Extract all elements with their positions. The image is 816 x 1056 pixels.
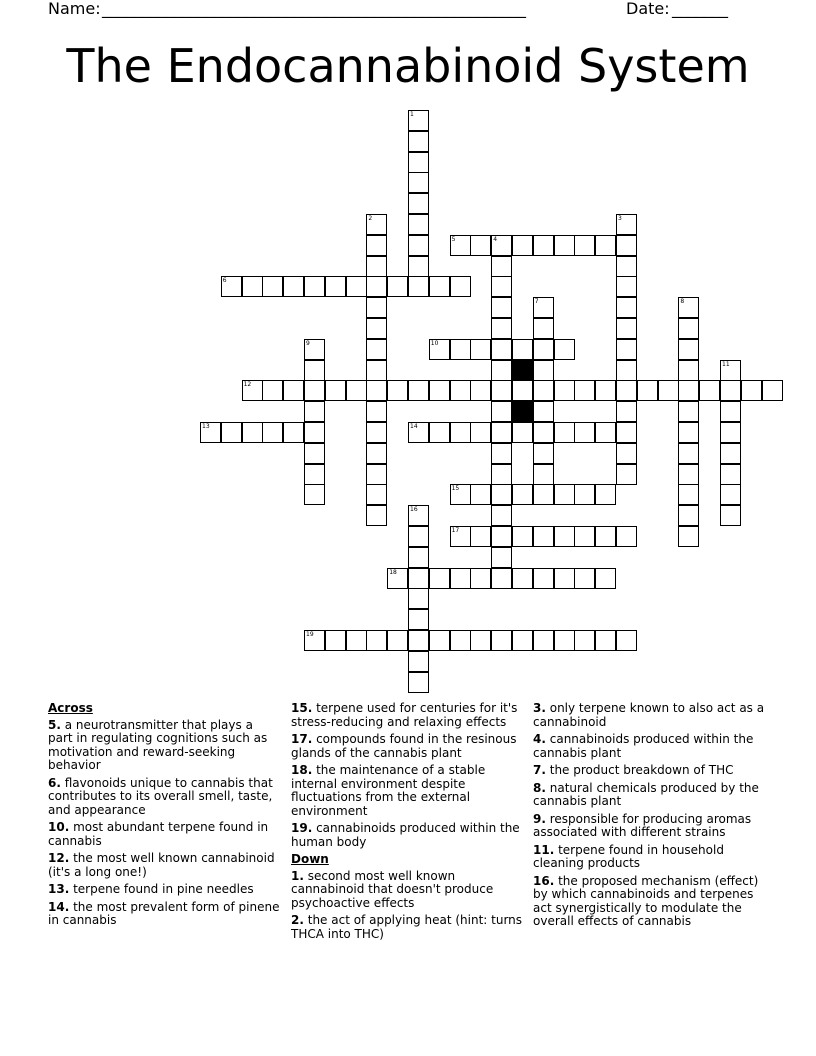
clue-number: 3. [533,701,546,715]
clue-item [291,914,527,941]
crossword-cell[interactable] [491,276,512,297]
crossword-cell[interactable] [408,172,429,193]
crossword-cell[interactable] [408,276,429,297]
crossword-cell[interactable] [574,630,595,651]
crossword-cell[interactable] [616,526,637,547]
crossword-cell[interactable] [450,422,471,443]
clue-item [48,901,280,928]
crossword-cell[interactable] [429,568,450,589]
crossword-cell[interactable] [450,484,471,505]
crossword-cell[interactable] [387,380,408,401]
clue-number: 14. [48,899,70,914]
clue-text: the product breakdown of THC [545,763,734,777]
crossword-cell[interactable] [574,380,595,401]
clue-text: the most prevalent form of pinene in cannabis [48,899,280,927]
clue-item [48,821,280,848]
clue-item [291,702,527,729]
crossword-cell[interactable] [533,318,554,339]
crossword-cell[interactable] [616,318,637,339]
crossword-cell[interactable] [491,422,512,443]
crossword-cell[interactable] [470,568,491,589]
clue-number-label: 11 [722,360,730,368]
crossword-cell[interactable] [387,568,408,589]
crossword-cell[interactable] [678,443,699,464]
clue-number-label: 10 [430,339,439,347]
crossword-cell[interactable] [762,380,783,401]
crossword-cell[interactable] [512,339,533,360]
down-clue-list [291,870,527,942]
clue-text: flavonoids unique to cannabis that contributes to its overall smell, taste, and appearance [48,775,273,817]
crossword-cell[interactable] [533,630,554,651]
crossword-cell[interactable] [408,131,429,152]
crossword-cell[interactable] [429,339,450,360]
clue-number-label: 4 [493,235,498,243]
crossword-cell[interactable] [595,526,616,547]
crossword-cell[interactable] [678,464,699,485]
crossword-cell[interactable] [533,339,554,360]
crossword-cell[interactable] [429,380,450,401]
crossword-cell[interactable] [221,422,242,443]
crossword-cell[interactable] [408,651,429,672]
clue-number: 2. [291,913,304,927]
clue-text: cannabinoids produced within the cannabis plant [533,732,754,760]
crossword-cell[interactable] [387,630,408,651]
clues-column-3 [533,702,769,933]
down-clue-list-continued [533,702,769,929]
crossword-cell[interactable] [470,526,491,547]
crossword-cell[interactable] [491,256,512,277]
crossword-cell[interactable] [720,484,741,505]
across-clue-list [48,719,280,928]
crossword-cell[interactable] [408,193,429,214]
crossword-cell[interactable] [554,630,575,651]
clue-number-label: 1 [410,111,414,118]
clue-text: only terpene known to also act as a cannabinoid [533,701,765,729]
clue-item [48,883,280,897]
clue-number-label: 16 [410,506,418,514]
clue-number: 15. [291,701,313,715]
crossword-cell[interactable] [512,568,533,589]
clue-number: 19. [291,821,313,835]
crossword-cell[interactable] [512,380,533,401]
crossword-cell[interactable] [450,380,471,401]
crossword-cell[interactable] [658,380,679,401]
crossword-cell[interactable] [408,526,429,547]
crossword-cell[interactable] [616,380,637,401]
crossword-cell[interactable] [408,547,429,568]
crossword-cell[interactable] [720,380,741,401]
crossword-cell[interactable] [366,464,387,485]
crossword-cell[interactable] [616,401,637,422]
crossword-cell[interactable] [491,401,512,422]
crossword-cell[interactable] [554,380,575,401]
crossword-cell[interactable] [262,380,283,401]
clue-text: responsible for producing aromas associated with different strains [533,811,752,839]
crossword-cell[interactable] [491,484,512,505]
crossword-cell[interactable] [533,443,554,464]
clue-number-label: 8 [680,298,685,306]
crossword-cell[interactable] [512,526,533,547]
across-clue-list-continued [291,702,527,849]
crossword-cell[interactable] [678,526,699,547]
crossword-cell[interactable] [595,484,616,505]
crossword-cell[interactable] [408,672,429,693]
crossword-cell[interactable] [325,276,346,297]
crossword-cell[interactable] [533,235,554,256]
crossword-cell[interactable] [366,318,387,339]
clue-item [291,764,527,818]
crossword-cell[interactable] [637,380,658,401]
crossword-cell[interactable] [366,630,387,651]
crossword-cell[interactable] [408,235,429,256]
clue-item [291,733,527,760]
crossword-cell[interactable] [366,505,387,526]
blocked-cell [512,360,533,381]
crossword-cell[interactable] [533,464,554,485]
crossword-cell[interactable] [366,256,387,277]
down-heading: Down [291,852,329,866]
crossword-cell[interactable] [429,630,450,651]
crossword-cell[interactable] [678,401,699,422]
crossword-cell[interactable] [304,422,325,443]
clue-number: 9. [533,811,546,826]
clue-text: terpene found in pine needles [69,882,254,896]
crossword-cell[interactable] [533,484,554,505]
clue-number: 10. [48,820,70,834]
crossword-cell[interactable] [616,256,637,277]
crossword-cell[interactable] [304,339,325,360]
crossword-cell[interactable] [616,235,637,256]
blocked-cell [512,401,533,422]
crossword-cell[interactable] [283,380,304,401]
clue-number: 13. [48,882,70,896]
crossword-cell[interactable] [408,214,429,235]
clue-text: the proposed mechanism (effect) by which cannabinoids and terpenes act synergistically to modulate the overall effects of cannabis [533,873,759,928]
crossword-cell[interactable] [470,630,491,651]
clue-number: 6. [48,775,61,790]
date-label: Date: [626,0,670,18]
crossword-cell[interactable] [283,276,304,297]
clue-text: the act of applying heat (hint: turns THCA into THC) [291,913,523,941]
crossword-cell[interactable] [678,422,699,443]
crossword-cell[interactable] [678,339,699,360]
clue-item [48,777,280,818]
crossword-cell[interactable] [408,152,429,173]
crossword-cell[interactable] [595,422,616,443]
crossword-cell[interactable] [408,256,429,277]
crossword-cell[interactable] [325,380,346,401]
clue-number-label: 15 [451,485,460,493]
crossword-cell[interactable] [720,360,741,381]
clue-number-label: 3 [618,215,622,222]
crossword-cell[interactable] [366,443,387,464]
clue-number: 11. [533,842,555,857]
crossword-cell[interactable] [366,422,387,443]
clue-number: 5. [48,717,61,732]
crossword-cell[interactable] [491,318,512,339]
name-label: Name: [48,0,101,18]
crossword-cell[interactable] [533,422,554,443]
crossword-cell[interactable] [491,464,512,485]
clue-item [533,875,769,929]
clue-number-label: 18 [389,568,397,576]
clue-item [291,870,527,911]
crossword-cell[interactable] [450,276,471,297]
crossword-cell[interactable] [574,568,595,589]
clue-number-label: 17 [451,527,460,534]
crossword-cell[interactable] [470,422,491,443]
crossword-cell[interactable] [533,380,554,401]
clue-item [533,733,769,760]
crossword-cell[interactable] [554,339,575,360]
crossword-cell[interactable] [616,630,637,651]
crossword-cell[interactable] [678,505,699,526]
crossword-cell[interactable] [554,235,575,256]
crossword-cell[interactable] [574,422,595,443]
crossword-cell[interactable] [533,297,554,318]
clue-text: natural chemicals produced by the cannabis plant [533,780,759,808]
crossword-cell[interactable] [616,276,637,297]
crossword-cell[interactable] [678,380,699,401]
crossword-cell[interactable] [470,339,491,360]
crossword-cell[interactable] [678,297,699,318]
clue-number-label: 12 [243,381,252,389]
crossword-cell[interactable] [595,630,616,651]
crossword-cell[interactable] [304,276,325,297]
crossword-cell[interactable] [450,630,471,651]
clue-number: 17. [291,732,313,746]
crossword-cell[interactable] [387,276,408,297]
crossword-cell[interactable] [450,526,471,547]
crossword-cell[interactable] [429,422,450,443]
clue-item [48,719,280,773]
page-title: The Endocannabinoid System [66,39,750,93]
crossword-cell[interactable] [304,380,325,401]
clue-number-label: 7 [534,298,539,306]
crossword-cell[interactable] [450,568,471,589]
clue-number-label: 2 [368,215,373,222]
clue-item [533,782,769,809]
crossword-cell[interactable] [408,110,429,131]
clue-number-label: 6 [222,277,227,285]
date-line[interactable]: _______ [672,0,728,18]
crossword-cell[interactable] [554,526,575,547]
crossword-cell[interactable] [408,422,429,443]
crossword-cell[interactable] [616,443,637,464]
crossword-cell[interactable] [491,630,512,651]
crossword-cell[interactable] [616,214,637,235]
clue-number: 8. [533,780,546,795]
crossword-cell[interactable] [741,380,762,401]
crossword-cell[interactable] [595,235,616,256]
clue-number: 1. [291,868,304,883]
crossword-cell[interactable] [720,422,741,443]
crossword-cell[interactable] [720,443,741,464]
crossword-cell[interactable] [616,339,637,360]
clue-number: 4. [533,732,546,746]
crossword-cell[interactable] [720,401,741,422]
clue-item [533,813,769,840]
crossword-cell[interactable] [574,484,595,505]
crossword-cell[interactable] [366,297,387,318]
crossword-cell[interactable] [242,380,263,401]
crossword-cell[interactable] [720,505,741,526]
clue-text: compounds found in the resinous glands of the cannabis plant [291,732,517,760]
clue-number-label: 13 [202,423,210,430]
crossword-cell[interactable] [616,360,637,381]
crossword-cell[interactable] [408,609,429,630]
clue-number: 18. [291,763,313,777]
clue-number-label: 5 [451,235,456,243]
clue-item [291,822,527,849]
crossword-cell[interactable] [533,401,554,422]
clue-number: 7. [533,763,546,777]
crossword-cell[interactable] [491,235,512,256]
crossword-cell[interactable] [408,505,429,526]
crossword-cell[interactable] [533,568,554,589]
clue-text: terpene used for centuries for it's stress-reducing and relaxing effects [291,701,518,729]
crossword-cell[interactable] [262,422,283,443]
clue-text: second most well known cannabinoid that doesn't produce psychoactive effects [291,868,494,910]
crossword-cell[interactable] [491,526,512,547]
crossword-cell[interactable] [366,484,387,505]
crossword-cell[interactable] [470,380,491,401]
crossword-cell[interactable] [491,380,512,401]
crossword-cell[interactable] [533,360,554,381]
clue-text: most abundant terpene found in cannabis [48,820,269,848]
crossword-cell[interactable] [512,422,533,443]
crossword-cell[interactable] [408,380,429,401]
crossword-cell[interactable] [366,339,387,360]
crossword-cell[interactable] [470,484,491,505]
crossword-cell[interactable] [616,422,637,443]
crossword-cell[interactable] [262,276,283,297]
crossword-cell[interactable] [221,276,242,297]
crossword-cell[interactable] [512,484,533,505]
clue-text: a neurotransmitter that plays a part in regulating cognitions such as motivation and reward-seeking behavior [48,717,268,772]
crossword-cell[interactable] [304,484,325,505]
crossword-cell[interactable] [429,276,450,297]
clue-text: cannabinoids produced within the human body [291,821,520,849]
crossword-cell[interactable] [491,547,512,568]
crossword-cell[interactable] [366,401,387,422]
clue-item [533,844,769,871]
crossword-cell[interactable] [595,568,616,589]
crossword-cell[interactable] [283,422,304,443]
crossword-cell[interactable] [491,339,512,360]
crossword-cell[interactable] [554,568,575,589]
crossword-cell[interactable] [366,214,387,235]
clue-item [533,764,769,778]
crossword-cell[interactable] [325,630,346,651]
crossword-cell[interactable] [408,568,429,589]
crossword-cell[interactable] [554,422,575,443]
crossword-cell[interactable] [366,235,387,256]
clues-column-1 [48,702,280,932]
clue-item [48,852,280,879]
crossword-cell[interactable] [574,235,595,256]
crossword-cell[interactable] [678,318,699,339]
clue-number: 16. [533,873,555,888]
crossword-cell[interactable] [491,443,512,464]
crossword-cell[interactable] [554,484,575,505]
crossword-cell[interactable] [242,422,263,443]
crossword-cell[interactable] [512,630,533,651]
crossword-cell[interactable] [699,380,720,401]
clue-number-label: 14 [410,423,418,430]
crossword-cell[interactable] [678,484,699,505]
clue-text: the maintenance of a stable internal environment despite fluctuations from the external environment [291,763,486,818]
crossword-cell[interactable] [491,568,512,589]
crossword-cell[interactable] [491,297,512,318]
crossword-cell[interactable] [366,380,387,401]
crossword-cell[interactable] [304,401,325,422]
clue-text: the most well known cannabinoid (it's a long one!) [48,851,275,879]
clue-number: 12. [48,851,70,865]
clue-number-label: 19 [306,631,314,638]
crossword-cell[interactable] [366,360,387,381]
crossword-cell[interactable] [200,422,221,443]
crossword-cell[interactable] [491,360,512,381]
clue-number-label: 9 [306,339,310,347]
crossword-cell[interactable] [366,276,387,297]
crossword-cell[interactable] [512,235,533,256]
crossword-cell[interactable] [304,464,325,485]
across-heading: Across [48,701,93,715]
crossword-cell[interactable] [346,630,367,651]
crossword-cell[interactable] [616,297,637,318]
crossword-cell[interactable] [304,630,325,651]
clue-text: terpene found in household cleaning products [533,842,724,870]
clue-item [533,702,769,729]
crossword-cell[interactable] [450,339,471,360]
crossword-cell[interactable] [346,276,367,297]
crossword-cell[interactable] [304,360,325,381]
crossword-cell[interactable] [408,588,429,609]
crossword-cell[interactable] [616,464,637,485]
crossword-cell[interactable] [242,276,263,297]
name-line[interactable]: _____________________________________________________ [102,0,526,18]
crossword-cell[interactable] [408,630,429,651]
crossword-cell[interactable] [346,380,367,401]
clues-column-2 [291,702,527,945]
crossword-cell[interactable] [304,443,325,464]
crossword-cell[interactable] [491,505,512,526]
crossword-cell[interactable] [595,380,616,401]
crossword-cell[interactable] [574,526,595,547]
crossword-cell[interactable] [678,360,699,381]
crossword-cell[interactable] [720,464,741,485]
crossword-cell[interactable] [533,526,554,547]
crossword-cell[interactable] [450,235,471,256]
crossword-cell[interactable] [470,235,491,256]
